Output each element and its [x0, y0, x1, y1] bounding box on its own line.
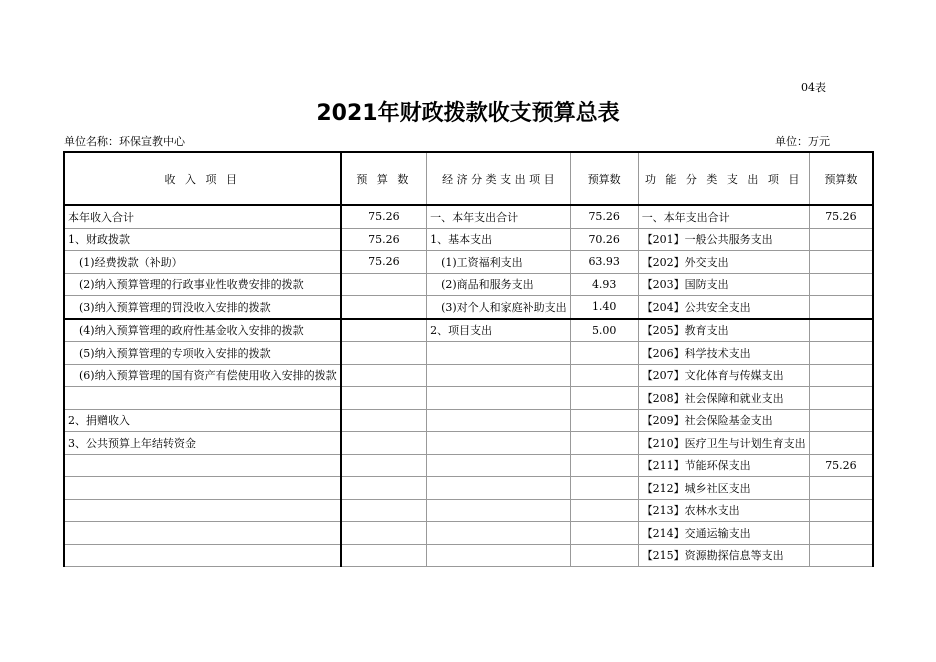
cell-function-budget: 75.26	[809, 205, 873, 228]
cell-economic-item	[427, 387, 571, 410]
table-row	[64, 432, 873, 455]
cell-function-budget	[809, 364, 873, 387]
cell-income-item: (1)经费拨款（补助）	[64, 251, 341, 274]
cell-function-budget	[809, 409, 873, 432]
cell-income-budget	[341, 522, 427, 545]
cell-income-budget	[341, 409, 427, 432]
cell-income-item: (5)纳入预算管理的专项收入安排的拨款	[64, 342, 341, 365]
cell-income-item: 3、公共预算上年结转资金	[64, 432, 341, 455]
cell-function-item: 【211】节能环保支出	[638, 454, 809, 477]
cell-income-budget	[341, 387, 427, 410]
cell-income-budget	[341, 273, 427, 296]
table-row	[64, 544, 873, 567]
cell-income-budget	[341, 454, 427, 477]
cell-income-budget	[341, 342, 427, 365]
header-function-item: 功 能 分 类 支 出 项 目	[638, 152, 809, 205]
cell-economic-budget: 75.26	[570, 205, 638, 228]
cell-economic-item: 一、本年支出合计	[427, 205, 571, 228]
cell-income-budget	[341, 499, 427, 522]
table-row	[64, 319, 873, 342]
header-economic-item: 经 济 分 类 支 出 项 目	[427, 152, 571, 205]
cell-function-budget: 75.26	[809, 454, 873, 477]
cell-income-budget: 75.26	[341, 205, 427, 228]
cell-economic-budget	[570, 364, 638, 387]
cell-income-item: (3)纳入预算管理的罚没收入安排的拨款	[64, 296, 341, 319]
cell-economic-budget: 4.93	[570, 273, 638, 296]
cell-economic-item	[427, 522, 571, 545]
cell-function-budget	[809, 522, 873, 545]
cell-income-item: 2、捐赠收入	[64, 409, 341, 432]
cell-economic-budget: 70.26	[570, 228, 638, 251]
page-title: 2021年财政拨款收支预算总表	[316, 101, 620, 126]
cell-economic-item	[427, 409, 571, 432]
table-row	[64, 499, 873, 522]
cell-function-budget	[809, 251, 873, 274]
cell-income-budget: 75.26	[341, 251, 427, 274]
cell-income-item: 本年收入合计	[64, 205, 341, 228]
cell-function-item: 【212】城乡社区支出	[638, 477, 809, 500]
cell-income-item	[64, 522, 341, 545]
cell-economic-item	[427, 499, 571, 522]
cell-income-budget	[341, 477, 427, 500]
cell-economic-item	[427, 544, 571, 567]
cell-economic-item: (1)工资福利支出	[427, 251, 571, 274]
header-function-budget: 预算数	[809, 152, 873, 205]
cell-income-item: 1、财政拨款	[64, 228, 341, 251]
cell-economic-budget: 1.40	[570, 296, 638, 319]
table-row	[64, 477, 873, 500]
cell-function-item: 【213】农林水支出	[638, 499, 809, 522]
header-income-item: 收 入 项 目	[64, 152, 341, 205]
cell-income-budget	[341, 319, 427, 342]
cell-function-budget	[809, 387, 873, 410]
cell-economic-budget	[570, 409, 638, 432]
table-row	[64, 387, 873, 410]
unit-line	[64, 133, 830, 149]
table-row	[64, 342, 873, 365]
budget-table	[63, 151, 874, 567]
cell-function-budget	[809, 296, 873, 319]
cell-income-budget	[341, 544, 427, 567]
cell-economic-budget	[570, 342, 638, 365]
cell-function-item: 【208】社会保障和就业支出	[638, 387, 809, 410]
cell-function-budget	[809, 342, 873, 365]
cell-income-item	[64, 499, 341, 522]
cell-function-item: 【214】交通运输支出	[638, 522, 809, 545]
cell-function-item: 【209】社会保险基金支出	[638, 409, 809, 432]
cell-function-item: 【202】外交支出	[638, 251, 809, 274]
cell-function-budget	[809, 273, 873, 296]
cell-income-item: (4)纳入预算管理的政府性基金收入安排的拨款	[64, 319, 341, 342]
cell-economic-budget	[570, 454, 638, 477]
cell-income-item	[64, 544, 341, 567]
cell-economic-budget	[570, 432, 638, 455]
cell-economic-budget: 5.00	[570, 319, 638, 342]
cell-function-item: 一、本年支出合计	[638, 205, 809, 228]
header-row	[64, 152, 873, 205]
cell-income-budget	[341, 364, 427, 387]
cell-economic-budget	[570, 544, 638, 567]
cell-function-item: 【206】科学技术支出	[638, 342, 809, 365]
cell-function-budget	[809, 477, 873, 500]
cell-economic-item: 1、基本支出	[427, 228, 571, 251]
cell-economic-budget	[570, 522, 638, 545]
cell-economic-budget	[570, 387, 638, 410]
cell-economic-item	[427, 432, 571, 455]
cell-income-item	[64, 387, 341, 410]
cell-economic-item: (3)对个人和家庭补助支出	[427, 296, 571, 319]
cell-function-item: 【215】资源勘探信息等支出	[638, 544, 809, 567]
cell-function-item: 【207】文化体育与传媒支出	[638, 364, 809, 387]
cell-income-budget: 75.26	[341, 228, 427, 251]
cell-income-budget	[341, 432, 427, 455]
cell-economic-item	[427, 477, 571, 500]
cell-economic-item: (2)商品和服务支出	[427, 273, 571, 296]
header-economic-budget: 预算数	[570, 152, 638, 205]
table-row	[64, 273, 873, 296]
cell-function-budget	[809, 228, 873, 251]
table-row	[64, 296, 873, 319]
table-row	[64, 228, 873, 251]
table-row	[64, 522, 873, 545]
cell-income-item	[64, 454, 341, 477]
header-income-budget: 预 算 数	[341, 152, 427, 205]
cell-economic-budget: 63.93	[570, 251, 638, 274]
cell-economic-budget	[570, 499, 638, 522]
table-row	[64, 251, 873, 274]
cell-function-budget	[809, 544, 873, 567]
cell-income-item	[64, 477, 341, 500]
table-row	[64, 364, 873, 387]
cell-economic-item: 2、项目支出	[427, 319, 571, 342]
cell-function-item: 【205】教育支出	[638, 319, 809, 342]
cell-function-budget	[809, 499, 873, 522]
unit-label: 单位：万元	[775, 135, 830, 148]
cell-function-budget	[809, 319, 873, 342]
table-row	[64, 454, 873, 477]
cell-income-item: (6)纳入预算管理的国有资产有偿使用收入安排的拨款	[64, 364, 341, 387]
unit-name: 单位名称：环保宣教中心	[64, 135, 185, 148]
cell-economic-item	[427, 342, 571, 365]
cell-economic-item	[427, 454, 571, 477]
cell-function-budget	[809, 432, 873, 455]
table-row	[64, 409, 873, 432]
cell-income-item: (2)纳入预算管理的行政事业性收费安排的拨款	[64, 273, 341, 296]
cell-function-item: 【203】国防支出	[638, 273, 809, 296]
cell-function-item: 【210】医疗卫生与计划生育支出	[638, 432, 809, 455]
cell-function-item: 【204】公共安全支出	[638, 296, 809, 319]
cell-function-item: 【201】一般公共服务支出	[638, 228, 809, 251]
cell-income-budget	[341, 296, 427, 319]
form-number: 04表	[801, 81, 826, 94]
table-row	[64, 205, 873, 228]
cell-economic-budget	[570, 477, 638, 500]
cell-economic-item	[427, 364, 571, 387]
